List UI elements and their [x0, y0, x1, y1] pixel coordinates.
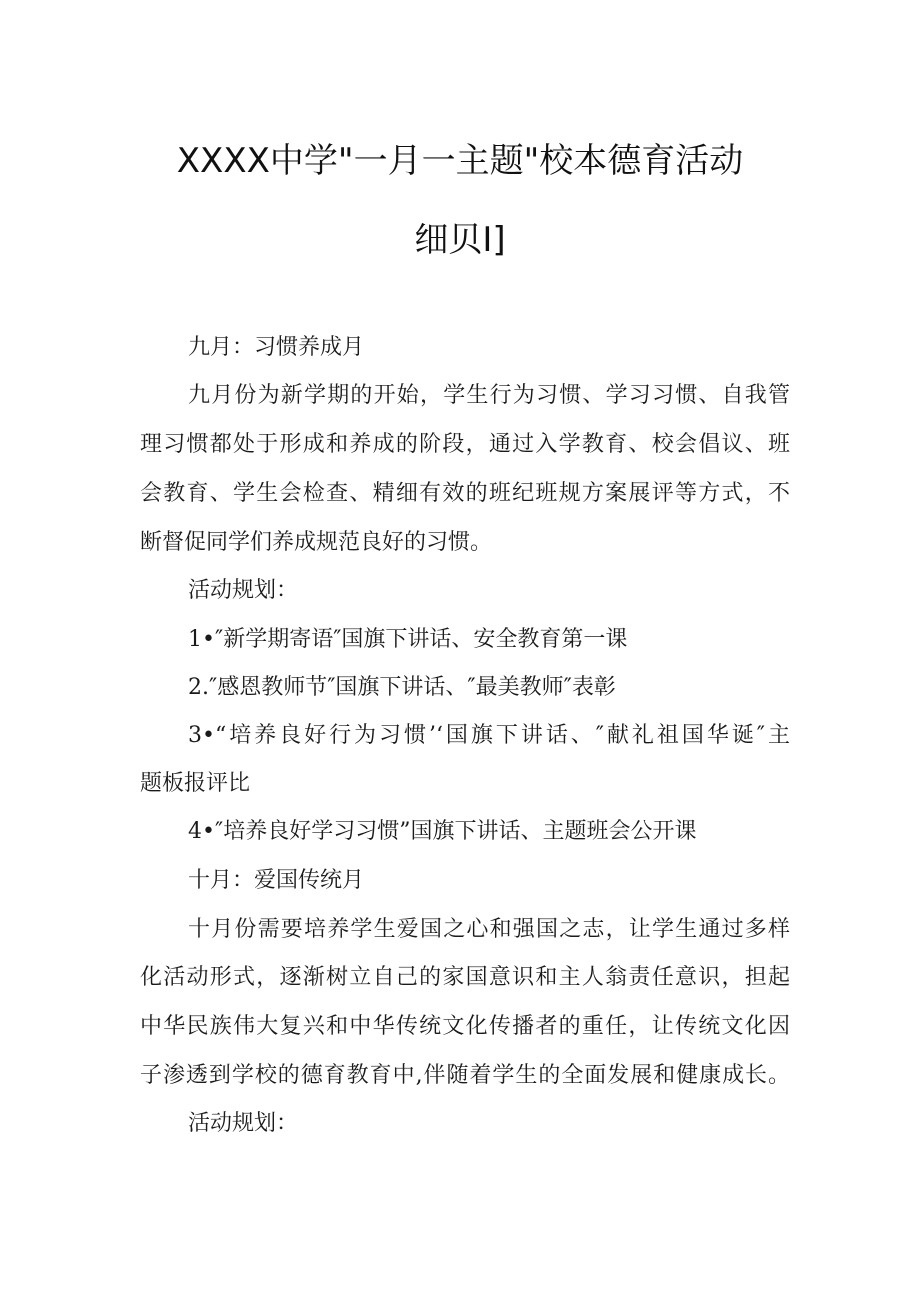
section-heading-october: 十月：爱国传统月: [188, 868, 365, 893]
paragraph-line: 会教育、学生会检查、精细有效的班纪班规方案展评等方式，不: [140, 481, 790, 506]
paragraph-line: 九月份为新学期的开始，学生行为习惯、学习习惯、自我管: [188, 383, 790, 408]
activity-plan-heading: 活动规划：: [188, 578, 299, 603]
list-item: 1•″新学期寄语″国旗下讲话、安全教育第一课: [188, 627, 628, 652]
paragraph-line: 化活动形式，逐渐树立自己的家国意识和主人翁责任意识，担起: [140, 965, 790, 990]
document-title-line-2: 细贝I]: [414, 220, 506, 260]
section-heading-september: 九月：习惯养成月: [188, 335, 365, 360]
paragraph-line: 中华民族伟大复兴和中华传统文化传播者的重任，让传统文化因: [140, 1014, 790, 1039]
list-item: 3•“培养良好行为习惯’‘国旗下讲话、″献礼祖国华诞″主: [188, 723, 790, 748]
paragraph-line: 断督促同学们养成规范良好的习惯。: [140, 530, 493, 555]
paragraph-line: 子渗透到学校的德育教育中,伴随着学生的全面发展和健康成长。: [140, 1063, 790, 1088]
activity-plan-heading: 活动规划：: [188, 1111, 299, 1136]
document-title-line-1: XXXX中学"一月一主题"校本德育活动: [176, 141, 744, 181]
list-item: 2.″感恩教师节″国旗下讲话、″最美教师″表彰: [188, 675, 616, 700]
paragraph-line: 理习惯都处于形成和养成的阶段，通过入学教育、校会倡议、班: [140, 432, 790, 457]
paragraph-line: 十月份需要培养学生爱国之心和强国之志，让学生通过多样: [188, 917, 790, 942]
list-item-continuation: 题板报评比: [140, 771, 251, 796]
list-item: 4•″培养良好学习习惯”国旗下讲话、主题班会公开课: [188, 819, 697, 844]
